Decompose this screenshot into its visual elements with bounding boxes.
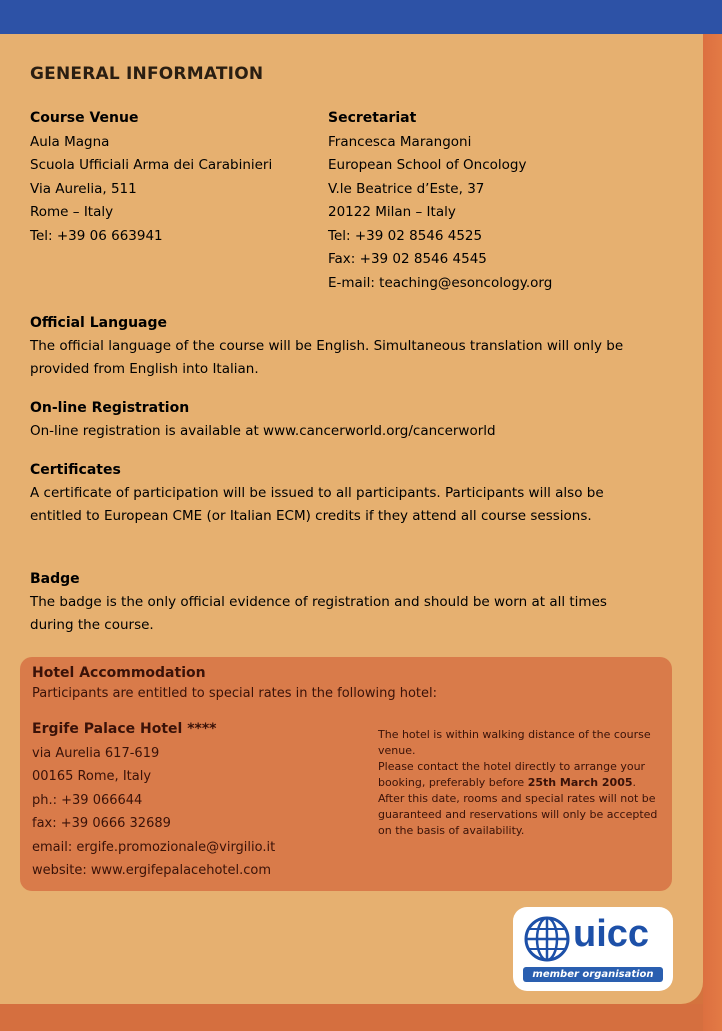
badge-section [30,568,630,637]
certificates-section [30,459,630,528]
logo-wordmark: uicc [573,913,650,955]
secretariat-email: E-mail: teaching@esoncology.org [328,274,553,291]
course-venue-block [30,107,272,248]
hotel-accommodation-box [20,657,672,891]
venue-line: Aula Magna [30,133,110,150]
course-venue-heading: Course Venue [30,110,139,126]
venue-line: Tel: +39 06 663941 [30,227,163,244]
hotel-heading: Hotel Accommodation [32,665,206,681]
secretariat-line: Francesca Marangoni [328,133,472,150]
hotel-note-text: The hotel is within walking distance of the course venue. [378,728,651,757]
hotel-deadline-date: 25th March 2005 [527,776,633,789]
badge-text: The badge is the only official evidence of registration and should be worn at all times during the course. [30,594,607,633]
hotel-email: email: ergife.promozionale@virgilio.it [32,839,276,855]
hotel-phone: ph.: +39 066644 [32,792,143,808]
hotel-fax: fax: +39 0666 32689 [32,816,171,831]
language-text: The official language of the course will be English. Simultaneous translation will only be provided from English into Italian. [30,338,624,377]
secretariat-block [328,107,552,295]
top-blue-band [0,0,722,34]
secretariat-line: Fax: +39 02 8546 4545 [328,251,487,267]
hotel-address [32,718,275,883]
language-heading: Official Language [30,315,168,331]
hotel-note-text: Please contact the hotel directly to arrange your booking, preferably before [378,760,646,789]
registration-section [30,397,650,443]
hotel-address-line: 00165 Rome, Italy [32,769,152,784]
secretariat-line: 20122 Milan – Italy [328,204,456,220]
hotel-name: Ergife Palace Hotel **** [32,721,217,737]
certificates-text: A certificate of participation will be issued to all participants. Participants will also be entitled to European CME (or Italian ECM) credits if they attend all course sessions. [30,485,604,524]
certificates-heading: Certificates [30,462,121,478]
hotel-intro: Participants are entitled to special rates in the following hotel: [32,686,437,701]
globe-icon [523,915,571,963]
logo-tagline: member organisation [523,967,663,982]
registration-text: On-line registration is available at www.cancerworld.org/cancerworld [30,423,496,439]
hotel-address-line: via Aurelia 617-619 [32,745,160,761]
hotel-note [378,727,658,839]
page-title: GENERAL INFORMATION [30,64,264,84]
right-orange-edge [703,34,722,1031]
uicc-logo [513,907,673,991]
secretariat-line: Tel: +39 02 8546 4525 [328,227,483,244]
venue-line: Scuola Ufficiali Arma dei Carabinieri [30,157,273,173]
language-section [30,312,630,381]
venue-line: Via Aurelia, 511 [30,180,137,197]
secretariat-heading: Secretariat [328,110,417,126]
badge-heading: Badge [30,571,80,587]
hotel-website: website: www.ergifepalacehotel.com [32,863,272,878]
bottom-orange-edge [0,1004,703,1031]
secretariat-line: European School of Oncology [328,157,527,173]
secretariat-line: V.le Beatrice d’Este, 37 [328,180,485,197]
registration-heading: On-line Registration [30,400,190,416]
hotel-note-text: . After this date, rooms and special rates will not be guaranteed and reservations will only be accepted on the basis of availability. [378,776,658,837]
venue-line: Rome – Italy [30,204,114,220]
